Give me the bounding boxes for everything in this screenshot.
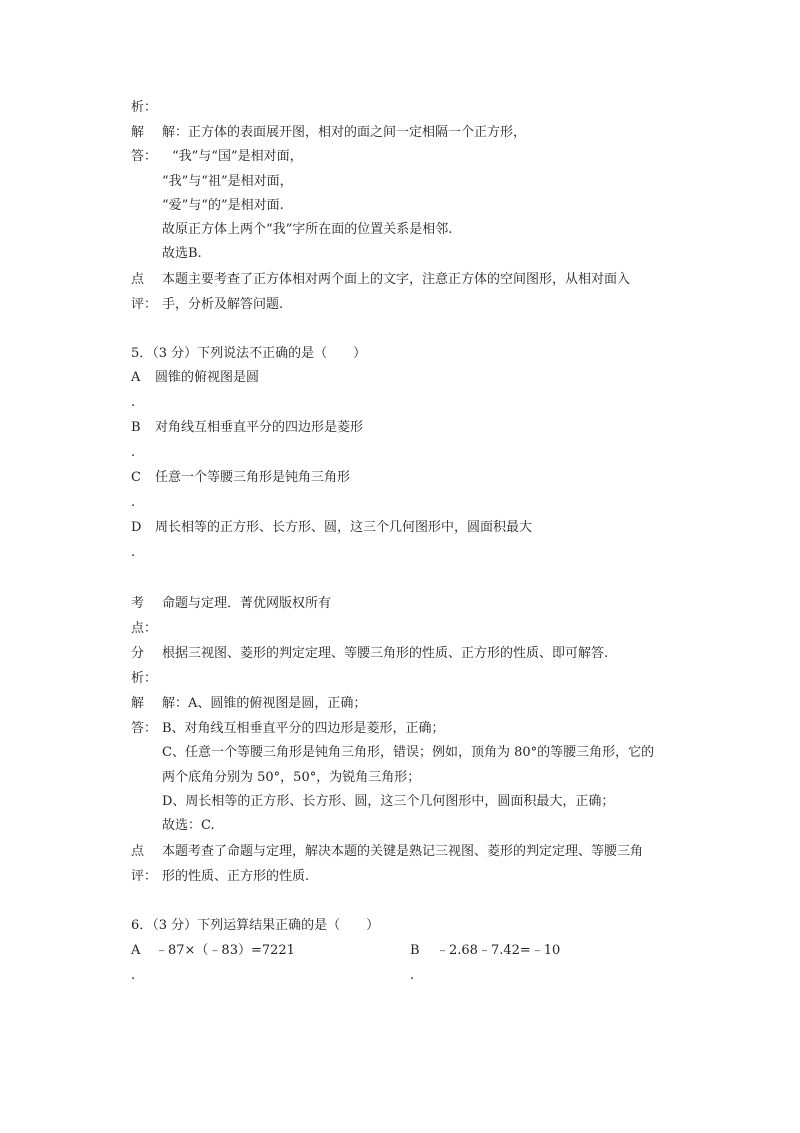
analysis-label-bottom: 析：	[131, 671, 158, 686]
comment-label-bottom: 评：	[131, 869, 158, 884]
knowledge-label-top: 考	[131, 596, 145, 611]
analysis-text: 根据三视图、菱形的判定定理、等腰三角形的性质、正方形的性质、即可解答.	[162, 646, 609, 661]
solution-line: B、对角线互相垂直平分的四边形是菱形，正确；	[162, 721, 445, 736]
solution-line: “爱”与“的”是相对面.	[162, 198, 284, 213]
solution-label-top: 解	[131, 125, 145, 140]
comment-line: 形的性质、正方形的性质.	[162, 869, 310, 884]
option-c-text: 任意一个等腰三角形是钝角三角形	[155, 470, 351, 485]
question-6-stem: 6．（3 分）下列运算结果正确的是（ ）	[131, 918, 380, 933]
solution-line: 两个底角分别为 50°，50°，为锐角三角形；	[162, 770, 421, 785]
comment-label-bottom: 评：	[131, 297, 158, 312]
option-d-letter: D	[131, 520, 142, 535]
knowledge-label-bottom: 点：	[131, 621, 158, 636]
option-c-letter: C	[131, 470, 141, 485]
comment-line: 本题主要考查了正方体相对两个面上的文字，注意正方体的空间图形，从相对面入	[162, 272, 631, 287]
option-b-letter: B	[410, 943, 420, 958]
solution-line: “我”与“国”是相对面，	[172, 149, 303, 164]
solution-line: D、周长相等的正方形、长方形、圆，这三个几何图形中，圆面积最大，正确；	[162, 794, 615, 809]
solution-label-top: 解	[131, 696, 145, 711]
option-d-dot: .	[131, 545, 136, 560]
solution-label-bottom: 答：	[131, 721, 158, 736]
comment-label-top: 点	[131, 844, 145, 859]
option-a-letter: A	[131, 943, 141, 958]
question-5-stem: 5．（3 分）下列说法不正确的是（ ）	[131, 346, 367, 361]
option-b-text: 对角线互相垂直平分的四边形是菱形	[155, 420, 364, 435]
solution-line: “我”与“祖”是相对面，	[162, 174, 293, 189]
option-c-dot: .	[131, 495, 136, 510]
option-a-dot: .	[131, 968, 136, 983]
solution-line: 故选：C.	[162, 818, 215, 833]
comment-line: 本题考查了命题与定理，解决本题的关键是熟记三视图、菱形的判定定理、等腰三角	[162, 844, 644, 859]
comment-line: 手，分析及解答问题.	[162, 297, 284, 312]
comment-label-top: 点	[131, 272, 145, 287]
option-a-dot: .	[131, 395, 136, 410]
option-a-text: ﹣87×（﹣83）=7221	[155, 943, 295, 958]
solution-line: 解：正方体的表面展开图，相对的面之间一定相隔一个正方形，	[162, 125, 527, 140]
option-a-text: 圆锥的俯视图是圆	[155, 370, 260, 385]
option-b-dot: .	[410, 968, 415, 983]
analysis-label-tail: 析：	[131, 100, 158, 115]
option-b-letter: B	[131, 420, 141, 435]
option-b-text: ﹣2.68﹣7.42=﹣10	[436, 943, 561, 958]
solution-line: 故原正方体上两个“我”字所在面的位置关系是相邻.	[162, 222, 453, 237]
solution-line: C、任意一个等腰三角形是钝角三角形，错误；例如，顶角为 80°的等腰三角形，它的	[162, 745, 655, 760]
option-a-letter: A	[131, 370, 141, 385]
solution-line: 故选B.	[162, 246, 202, 261]
solution-label-bottom: 答：	[131, 149, 158, 164]
knowledge-point: 命题与定理．菁优网版权所有	[162, 596, 332, 611]
solution-line: 解：A、圆锥的俯视图是圆，正确；	[162, 696, 367, 711]
option-d-text: 周长相等的正方形、长方形、圆，这三个几何图形中，圆面积最大	[155, 520, 533, 535]
option-b-dot: .	[131, 445, 136, 460]
analysis-label-top: 分	[131, 646, 145, 661]
